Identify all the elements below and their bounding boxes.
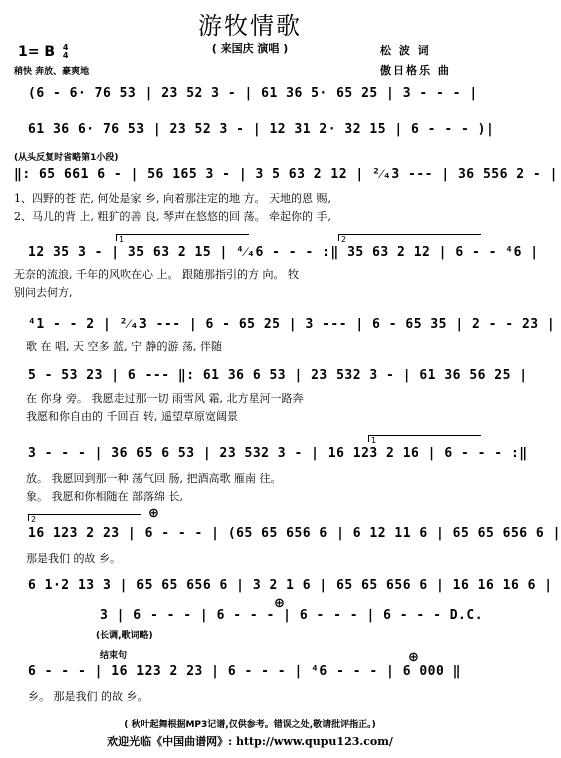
lyric-row-5: 歌 在 唱, 天 空多 蓝, 宁 静的游 荡, 伴随: [26, 340, 222, 353]
coda-sign-icon-3: ⊕: [408, 650, 419, 665]
meter-bottom: 4: [62, 51, 69, 60]
volta-1b: 1: [368, 435, 481, 442]
score-row-8: 16 123 2 23 | 6 - - - | (65 65 656 6 | 6 12 11 6 | 65 65 656 6 |: [28, 526, 561, 541]
key-label: 1= B: [18, 44, 56, 60]
ending-label: 结束句: [100, 651, 128, 661]
lyric-row-3a: 1、四野的苍 茫, 何处是家 乡, 向着那注定的地 方。 天地的恩 赐,: [14, 192, 331, 205]
score-row-10: 3 | 6 - - - | 6 - - - | 6 - - - | 6 - - - D.C.: [100, 608, 484, 623]
volta-2: 2: [338, 234, 481, 241]
score-row-6: 5 - 53 23 | 6 --- ‖: 61 36 6 53 | 23 532 3 - | 61 36 56 25 |: [28, 368, 528, 383]
lyric-row-4a: 无奈的流浪, 千年的风吹在心 上。 跟随那指引的方 向。 牧: [14, 268, 299, 281]
score-row-7: 3 - - - | 36 65 6 53 | 23 532 3 - | 16 123 2 16 | 6 - - - :‖: [28, 446, 528, 461]
lyric-row-6a: 在 你身 旁。 我愿走过那一切 雨雪风 霜, 北方星河一路奔: [26, 392, 304, 405]
coda-sign-icon: ⊕: [148, 506, 159, 521]
performer-subtitle: ( 来国庆 演唱 ): [211, 42, 289, 55]
time-signature: [63, 44, 69, 60]
score-row-1: (6 - 6· 76 53 | 23 52 3 - | 61 36 5· 65 25 | 3 - - - |: [28, 86, 478, 101]
lyric-row-11: 乡。 那是我们 的故 乡。: [28, 690, 149, 703]
score-row-3: ‖: 65 661 6 - | 56 165 3 - | 3 5 63 2 12 | ²⁄₄3 --- | 36 556 2 - |: [14, 167, 558, 182]
footer-site-link[interactable]: 欢迎光临《中国曲谱网》: http://www.qupu123.com/: [107, 735, 393, 748]
footer-note: ( 秋叶起舞根据MP3记谱,仅供参考。错误之处,敬请批评指正。): [124, 720, 376, 730]
volta-2b: 2: [28, 514, 141, 521]
score-row-4: 12 35 3 - | 35 63 2 15 | ⁴⁄₄6 - - - :‖ 35 63 2 12 | 6 - - ⁴6 |: [28, 245, 539, 260]
key-signature: [18, 44, 68, 60]
tempo-marking: 稍快 奔放、豪爽地: [14, 67, 90, 77]
lyric-row-4b: 别问去何方,: [14, 286, 73, 299]
score-row-9: 6 1·2 13 3 | 65 65 656 6 | 3 2 1 6 | 65 65 656 6 | 16 16 16 6 |: [28, 578, 553, 593]
lyric-row-7b: 象。 我愿和你相随在 部落绵 长,: [26, 490, 183, 503]
composer-credit: 傲日格乐 曲: [380, 64, 451, 77]
lyric-row-7a: 放。 我愿回到那一种 荡气回 肠, 把酒高歌 雁南 往。: [26, 472, 282, 485]
repeat-note: (从头反复时省略第1小段): [14, 153, 119, 163]
score-row-2: 61 36 6· 76 53 | 23 52 3 - | 12 31 2· 32 15 | 6 - - - )|: [28, 122, 495, 137]
meter-top: 4: [62, 43, 69, 52]
song-title: 游牧情歌: [198, 12, 302, 40]
lyricist-credit: 松 波 词: [380, 44, 431, 57]
coda-sign-icon-2: ⊕: [274, 596, 285, 611]
lyric-row-8: 那是我们 的故 乡。: [26, 552, 121, 565]
lyric-row-6b: 我愿和你自由的 千回百 转, 遥望草原宽阔景: [26, 410, 238, 423]
long-tune-note: (长调,歌词略): [96, 631, 153, 641]
score-row-5: ⁴1 - - 2 | ²⁄₄3 --- | 6 - 65 25 | 3 --- | 6 - 65 35 | 2 - - 23 |: [28, 317, 556, 332]
lyric-row-3b: 2、马儿的背 上, 粗犷的善 良, 琴声在悠悠的回 荡。 牵起你的 手,: [14, 210, 331, 223]
volta-1: 1: [116, 234, 249, 241]
score-row-11: 6 - - - | 16 123 2 23 | 6 - - - | ⁴6 - - - | 6 000 ‖: [28, 664, 461, 679]
